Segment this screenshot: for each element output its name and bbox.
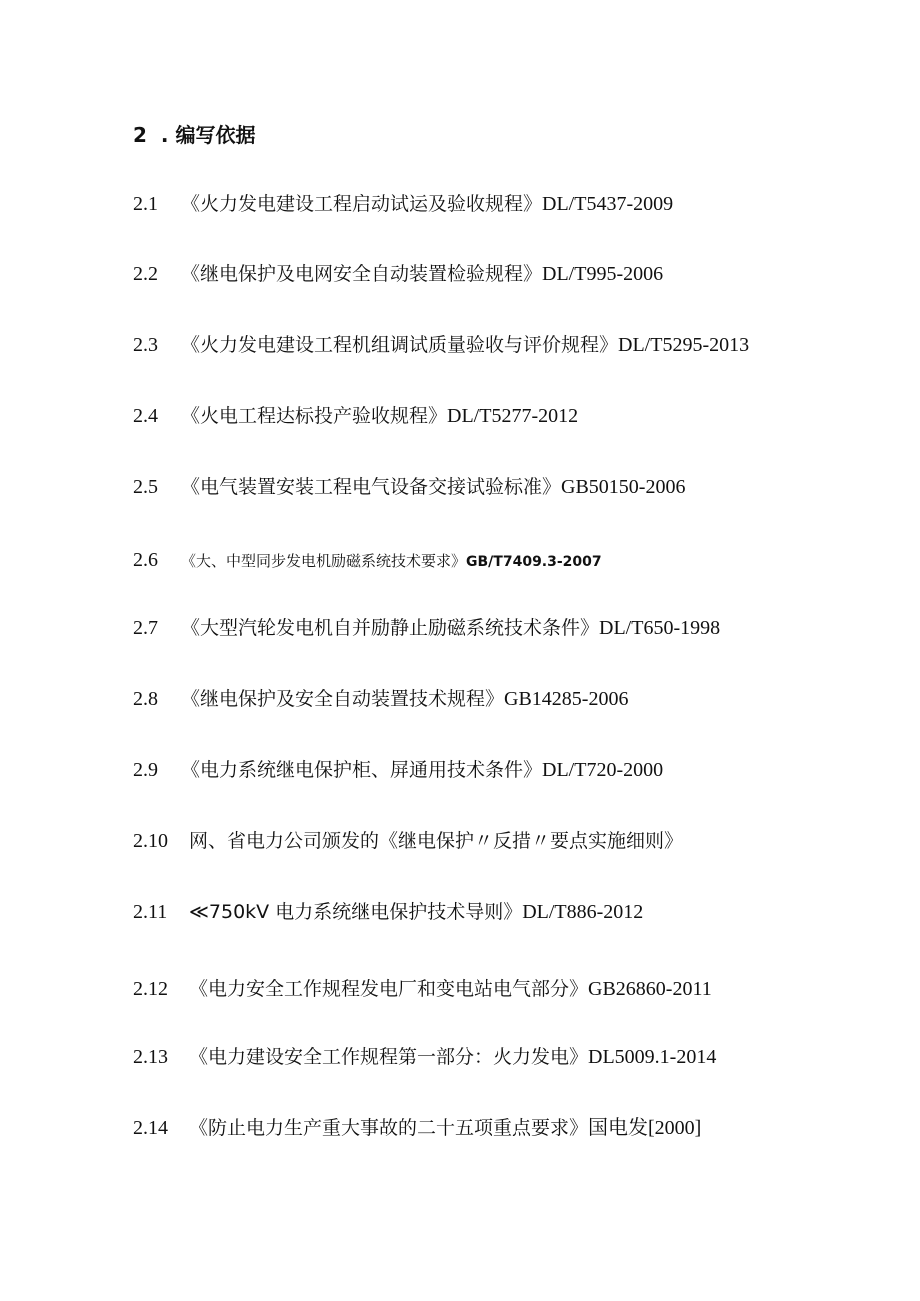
item-title: 《电气装置安装工程电气设备交接试验标准》 <box>181 476 562 498</box>
item-code: GB/T7409.3-2007 <box>466 554 602 570</box>
item-code: DL/T5295-2013 <box>618 334 750 356</box>
item-code: DL/T720-2000 <box>542 759 664 781</box>
item-number: 2.2 <box>133 263 158 285</box>
item-number: 2.5 <box>133 476 158 498</box>
item-code: GB50150-2006 <box>561 476 686 498</box>
list-item <box>133 974 712 1004</box>
list-item <box>133 826 683 856</box>
item-title: ≪750kV 电力系统继电保护技术导则》 <box>189 901 523 923</box>
item-title: 《大、中型同步发电机励磁系统技术要求》 <box>181 552 467 570</box>
item-title: 《火力发电建设工程启动试运及验收规程》 <box>181 193 543 215</box>
item-number: 2.7 <box>133 617 158 639</box>
item-code: DL/T650-1998 <box>599 617 721 639</box>
item-code: DL/T5277-2012 <box>447 405 579 427</box>
section-number: 2 <box>133 123 147 147</box>
list-item <box>133 684 628 714</box>
item-code: DL/T5437-2009 <box>542 193 674 215</box>
item-code: DL5009.1-2014 <box>588 1046 717 1068</box>
list-item <box>133 613 720 643</box>
item-title: 《大型汽轮发电机自并励静止励磁系统技术条件》 <box>181 617 600 639</box>
item-number: 2.11 <box>133 901 168 923</box>
item-number: 2.6 <box>133 549 158 571</box>
list-item <box>133 897 643 927</box>
item-code: DL/T886-2012 <box>522 901 644 923</box>
list-item <box>133 259 663 289</box>
item-title: 《防止电力生产重大事故的二十五项重点要求》 <box>189 1117 589 1139</box>
item-title: 《火电工程达标投产验收规程》 <box>181 405 448 427</box>
list-item <box>133 330 749 360</box>
item-number: 2.14 <box>133 1117 168 1139</box>
item-title: 《继电保护及电网安全自动装置检验规程》 <box>181 263 543 285</box>
list-item <box>133 1042 716 1072</box>
item-number: 2.13 <box>133 1046 168 1068</box>
item-number: 2.8 <box>133 688 158 710</box>
list-item <box>133 189 673 219</box>
item-number: 2.9 <box>133 759 158 781</box>
item-code: GB14285-2006 <box>504 688 629 710</box>
item-title: 《电力系统继电保护柜、屏通用技术条件》 <box>181 759 543 781</box>
section-heading <box>133 119 255 148</box>
list-item <box>133 472 685 502</box>
item-number: 2.4 <box>133 405 158 427</box>
item-number: 2.3 <box>133 334 158 356</box>
list-item <box>133 755 663 785</box>
section-title: . 编写依据 <box>160 123 256 147</box>
item-number: 2.12 <box>133 978 168 1000</box>
item-title: 《继电保护及安全自动装置技术规程》 <box>181 688 505 710</box>
list-item <box>133 545 602 577</box>
item-code: 国电发[2000] <box>588 1117 702 1139</box>
list-item <box>133 1113 701 1143</box>
list-item <box>133 401 578 431</box>
item-code: DL/T995-2006 <box>542 263 664 285</box>
item-title: 网、省电力公司颁发的《继电保护〃反措〃要点实施细则》 <box>189 830 684 852</box>
item-number: 2.1 <box>133 193 158 215</box>
item-title: 《火力发电建设工程机组调试质量验收与评价规程》 <box>181 334 619 356</box>
item-title: 《电力安全工作规程发电厂和变电站电气部分》 <box>189 978 589 1000</box>
item-number: 2.10 <box>133 830 168 852</box>
item-title: 《电力建设安全工作规程第一部分：火力发电》 <box>189 1046 589 1068</box>
item-code: GB26860-2011 <box>588 978 712 1000</box>
